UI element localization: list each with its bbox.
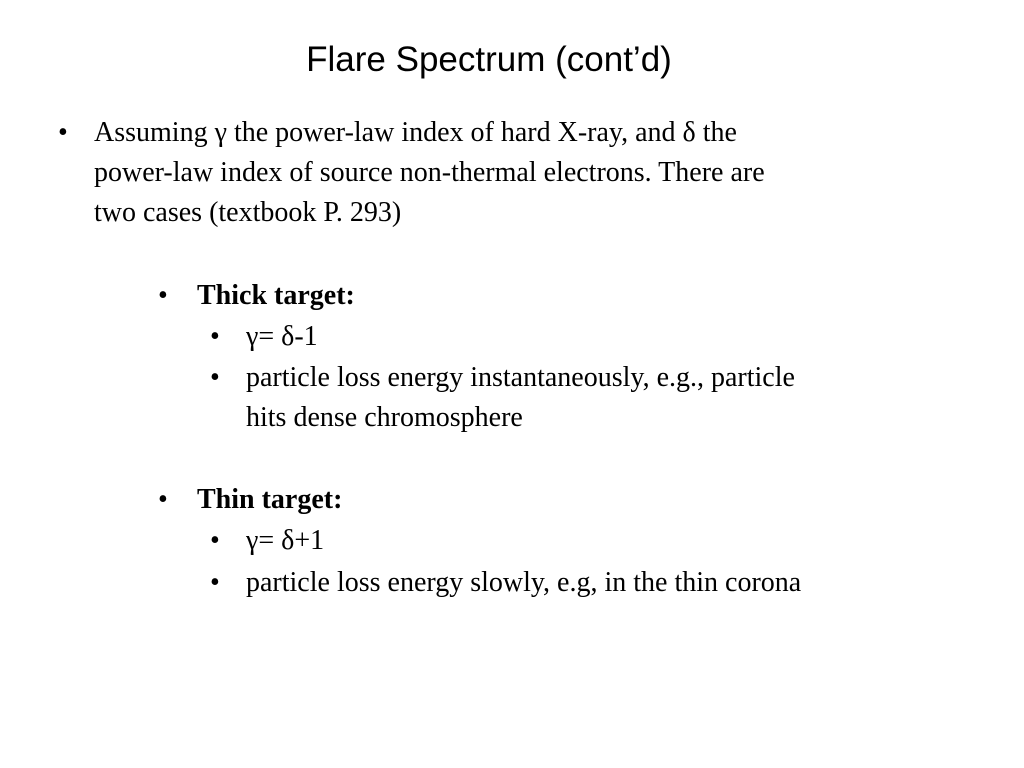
bullet-icon: • <box>158 484 168 515</box>
bullet-icon: • <box>58 117 68 148</box>
thick-explanation-line-1: particle loss energy instantaneously, e.g., particle <box>246 362 795 393</box>
bullet-icon: • <box>158 280 168 311</box>
thin-relation: γ= δ+1 <box>246 525 325 556</box>
intro-line-1: Assuming γ the power-law index of hard X-ray, and δ the <box>94 117 737 148</box>
bullet-icon: • <box>210 362 220 393</box>
thick-relation: γ= δ-1 <box>246 321 318 352</box>
intro-line-3: two cases (textbook P. 293) <box>94 197 402 228</box>
bullet-icon: • <box>210 567 220 598</box>
thin-target-heading: Thin target: <box>197 484 343 515</box>
slide-title: Flare Spectrum (cont’d) <box>306 40 672 79</box>
bullet-icon: • <box>210 525 220 556</box>
thick-explanation-line-2: hits dense chromosphere <box>246 402 523 433</box>
thin-explanation-line-1: particle loss energy slowly, e.g, in the thin corona <box>246 567 802 598</box>
bullet-icon: • <box>210 321 220 352</box>
intro-line-2: power-law index of source non-thermal electrons. There are <box>94 157 765 188</box>
thick-target-heading: Thick target: <box>197 280 355 311</box>
